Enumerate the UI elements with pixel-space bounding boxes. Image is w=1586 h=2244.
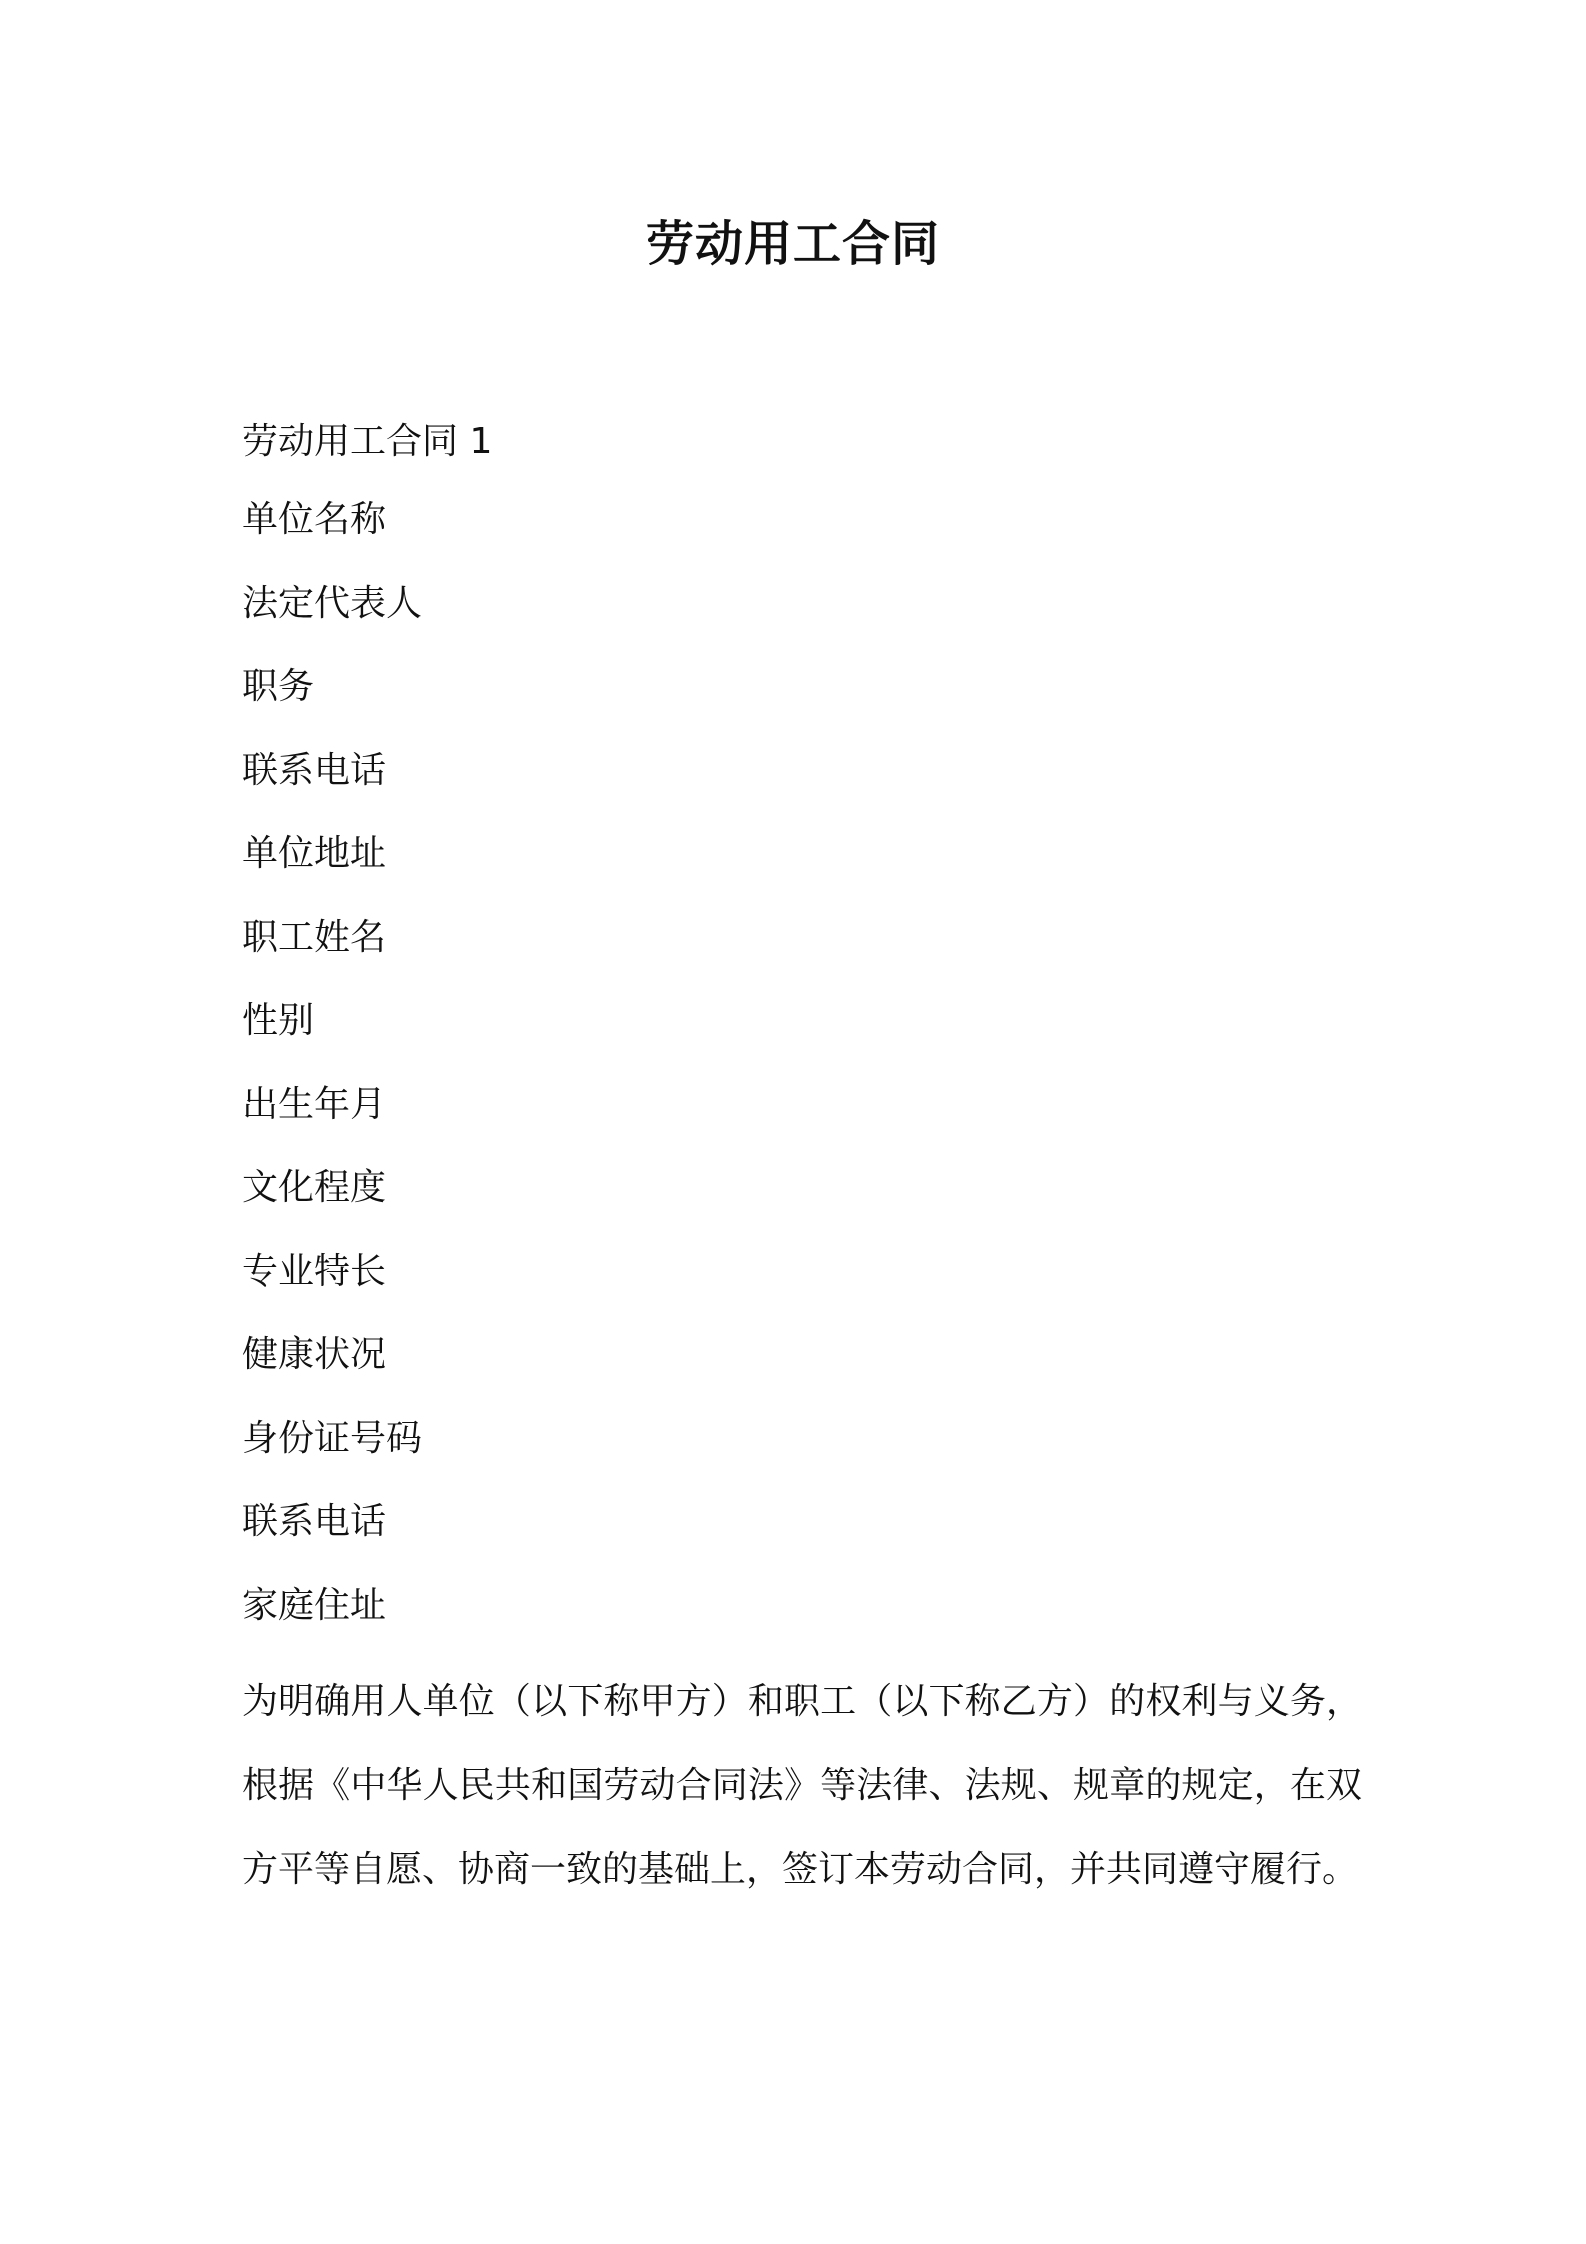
- field-label-company-name: 单位名称: [242, 499, 387, 540]
- field-label-birth-date: 出生年月: [242, 1084, 387, 1125]
- field-label-health: 健康状况: [242, 1334, 387, 1375]
- field-label-employee-phone: 联系电话: [242, 1501, 387, 1542]
- field-label-home-address: 家庭住址: [242, 1585, 387, 1626]
- field-label-education: 文化程度: [242, 1167, 387, 1208]
- document-title: 劳动用工合同: [645, 216, 940, 272]
- field-label-company-address: 单位地址: [242, 833, 387, 874]
- contract-subtitle: 劳动用工合同 1: [242, 421, 493, 462]
- field-label-legal-representative: 法定代表人: [242, 583, 423, 624]
- field-label-position: 职务: [242, 666, 315, 707]
- field-label-id-number: 身份证号码: [242, 1418, 423, 1459]
- field-label-employee-name: 职工姓名: [242, 917, 387, 958]
- field-label-specialty: 专业特长: [242, 1251, 387, 1292]
- intro-paragraph: 为明确用人单位（以下称甲方）和职工（以下称乙方）的权利与义务，根据《中华人民共和国劳动合同法》等法律、法规、规章的规定，在双方平等自愿、协商一致的基础上，签订本劳动合同，并共同遵守履行。: [242, 1681, 1362, 1890]
- field-label-gender: 性别: [242, 1000, 315, 1041]
- field-label-company-phone: 联系电话: [242, 750, 387, 791]
